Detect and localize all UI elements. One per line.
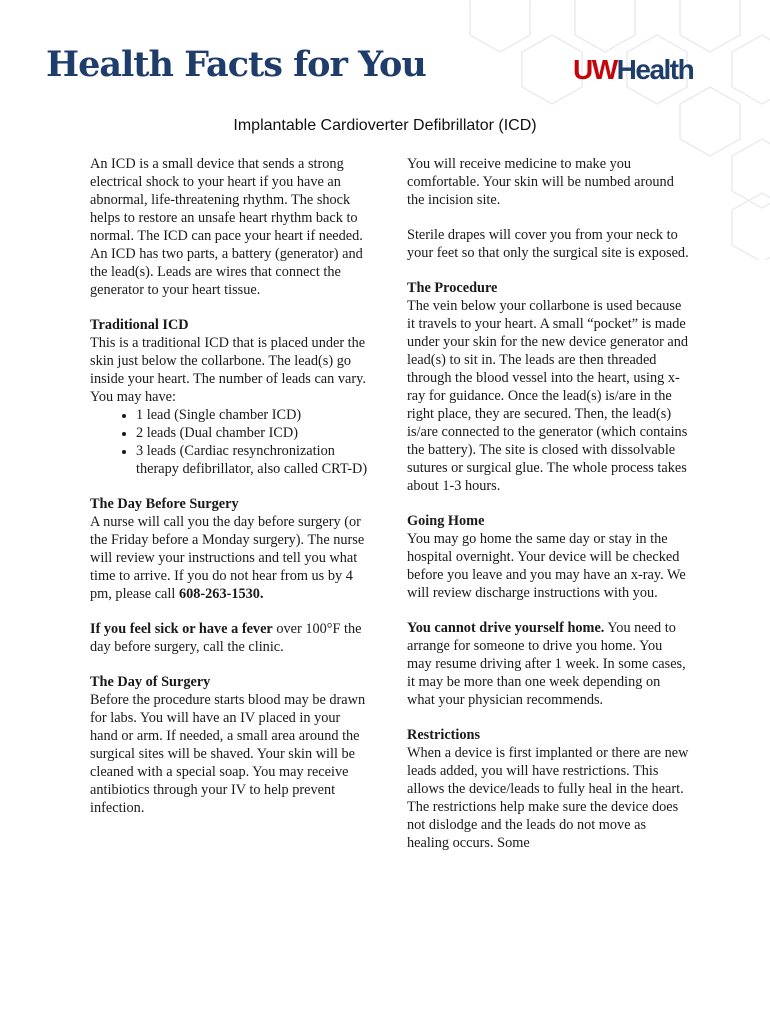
- list-item: • 3 leads (Cardiac resynchronization therapy defibrillator, also called CRT-D): [136, 442, 368, 478]
- fever-paragraph: [90, 620, 368, 656]
- right-column: [407, 155, 690, 869]
- restrictions-text: When a device is first implanted or there are new leads added, you will have restrictions. This allows the device/leads to fully heal in the heart. The restrictions help make sure the device does not dislodge and the leads do not move as healing occurs. Some: [407, 745, 689, 851]
- traditional-icd-text: This is a traditional ICD that is placed under the skin just below the collarbone. The lead(s) go inside your heart. The number of leads can vary. You may have:: [90, 335, 366, 405]
- phone-number: 608-263-1530.: [178, 586, 264, 602]
- left-column: [90, 155, 368, 834]
- drive-paragraph: [407, 619, 690, 709]
- fever-warning: If you feel sick or have a fever: [90, 621, 273, 637]
- procedure-text: The vein below your collarbone is used because it travels to your heart. A small “pocket” is made under your skin for the new device generator and lead(s) to sit in. The leads are then threaded through the blood vessel into the heart, using x-ray for guidance. Once the lead(s) is/are in the right place, they are secured. Then, the lead(s) is/are connected to the generator (which contains the battery). The site is closed with dissolvable sutures or surgical glue. The whole process takes about 1-3 hours.: [407, 298, 689, 494]
- logo-uw: UW: [573, 54, 617, 85]
- logo-health: Health: [616, 54, 694, 85]
- restrictions-heading: Restrictions: [407, 727, 481, 743]
- list-item: • 1 lead (Single chamber ICD): [136, 406, 368, 424]
- drive-warning: You cannot drive yourself home.: [407, 620, 605, 636]
- lead-options-list: [90, 406, 368, 478]
- brand-title: Health Facts for You: [46, 44, 426, 85]
- day-before-paragraph: [90, 513, 368, 603]
- drapes-paragraph: Sterile drapes will cover you from your neck to your feet so that only the surgical site is exposed.: [407, 227, 689, 261]
- day-of-surgery-heading: The Day of Surgery: [90, 674, 211, 690]
- list-item: • 2 leads (Dual chamber ICD): [136, 424, 368, 442]
- day-before-text: A nurse will call you the day before surgery (or the Friday before a Monday surgery). The nurse will review your instructions and tell you what time to arrive. If you do not hear from us by 4 pm, please call: [90, 514, 365, 602]
- traditional-icd-heading: Traditional ICD: [90, 317, 189, 333]
- procedure-heading: The Procedure: [407, 280, 498, 296]
- fever-text: over 100°F the day before surgery, call the clinic.: [90, 621, 362, 655]
- medicine-paragraph: You will receive medicine to make you comfortable. Your skin will be numbed around the incision site.: [407, 156, 674, 208]
- uwhealth-logo: [573, 54, 693, 86]
- document-title: Implantable Cardioverter Defibrillator (ICD): [233, 117, 537, 134]
- going-home-text: You may go home the same day or stay in the hospital overnight. Your device will be checked before you leave and you may have an x-ray. We will review discharge instructions with you.: [407, 531, 686, 601]
- day-before-heading: The Day Before Surgery: [90, 496, 239, 512]
- drive-text: You need to arrange for someone to drive you home. You may resume driving after 1 week. In some cases, it may be more than one week depending on what your physician recommends.: [407, 620, 686, 708]
- day-of-surgery-text: Before the procedure starts blood may be drawn for labs. You will have an IV placed in your hand or arm. If needed, a small area around the surgical sites will be shaved. Your skin will be cleaned with a special soap. You may receive antibiotics through your IV to help prevent infection.: [90, 692, 366, 816]
- going-home-heading: Going Home: [407, 513, 485, 529]
- intro-paragraph: An ICD is a small device that sends a strong electrical shock to your heart if you have an abnormal, life-threatening rhythm. The shock helps to restore an unsafe heart rhythm back to normal. The ICD can pace your heart if needed. An ICD has two parts, a battery (generator) and the lead(s). Leads are wires that connect the generator to your heart tissue.: [90, 156, 363, 298]
